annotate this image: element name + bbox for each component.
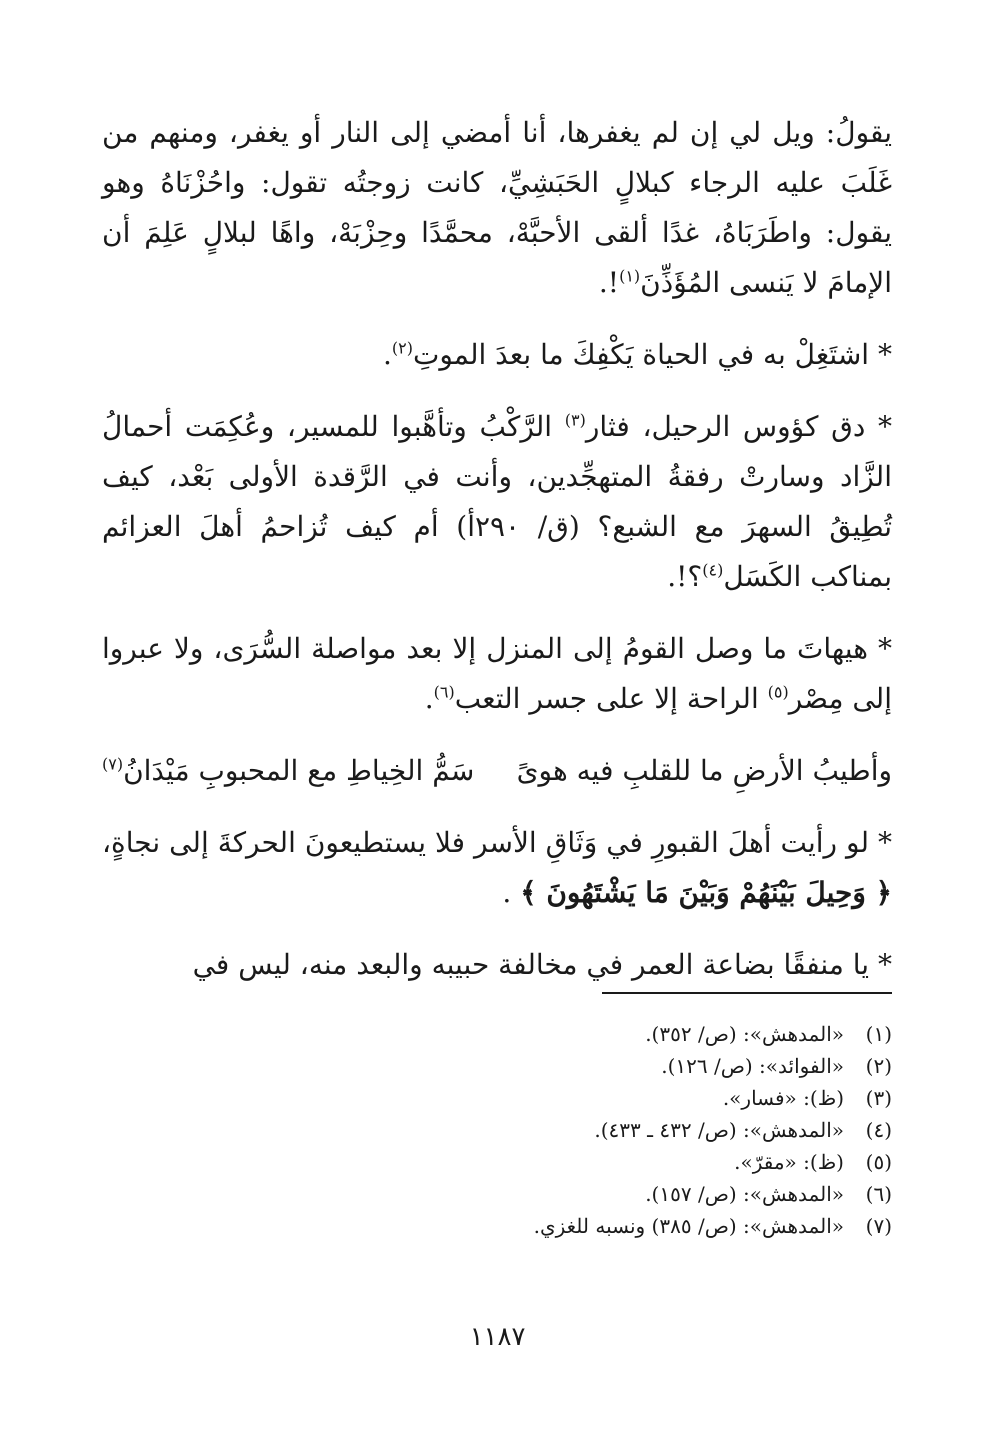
- paragraph-text-continued: الرَّكْبُ وتأهَّبوا للمسير، وعُكِمَت أحمالُ الزَّاد وسارتْ رفقةُ المتهجِّدين، وأنت في الرَّقدة الأولى بَعْد، كيف تُطِيقُ السهرَ مع الشبع؟ (ق/ ٢٩٠أ) أم كيف تُزاحمُ أهلَ العزائم بمناكب الكَسَل: [102, 410, 892, 593]
- footnote-ref-6: (٦): [433, 682, 455, 702]
- paragraph-2: [102, 330, 892, 380]
- footnote-number: (٦): [865, 1182, 892, 1206]
- paragraph-text-continued: الراحة إلا على جسر التعب: [454, 682, 768, 715]
- verse-first-hemistich: وأطيبُ الأرضِ ما للقلبِ فيه هوىً: [516, 754, 892, 787]
- paragraph-end: .: [382, 338, 392, 371]
- footnote-text: «المدهش»: (ص/ ٣٥٢).: [645, 1022, 844, 1046]
- footnote-item: [102, 1178, 892, 1210]
- paragraph-4: [102, 624, 892, 724]
- paragraph-text: * دق كؤوس الرحيل، فثار: [585, 410, 893, 443]
- paragraph-6: [102, 940, 892, 990]
- footnote-item: [102, 1146, 892, 1178]
- paragraph-text: * لو رأيت أهلَ القبورِ في وَثَاقِ الأسر فلا يستطيعونَ الحركةَ إلى نجاةٍ،: [102, 826, 892, 859]
- paragraph-text: * هيهاتَ ما وصل القومُ إلى المنزل إلا بعد مواصلة السُّرَى، ولا عبروا إلى مِصْر: [102, 632, 892, 715]
- footnote-item: [102, 1050, 892, 1082]
- footnote-item: [102, 1082, 892, 1114]
- footnote-text: (ظ): «مقرّ».: [734, 1150, 844, 1174]
- verse-second-hemistich: [102, 746, 474, 796]
- footnote-item: [102, 1018, 892, 1050]
- footnote-item: [102, 1210, 892, 1242]
- footnote-text: (ظ): «فسار».: [722, 1086, 844, 1110]
- footnote-divider: [602, 992, 892, 994]
- paragraph-text: * يا منفقًا بضاعة العمر في مخالفة حبيبه والبعد منه، ليس في: [192, 948, 892, 981]
- quran-quote: ﴿ وَحِيلَ بَيْنَهُمْ وَبَيْنَ مَا يَشْتَهُونَ ﴾: [520, 876, 892, 909]
- footnote-text: «المدهش»: (ص/ ٣٨٥) ونسبه للغزي.: [533, 1214, 844, 1238]
- footnote-ref-2: (٢): [391, 338, 413, 358]
- paragraph-end: ؟!.: [667, 560, 703, 593]
- paragraph-text: * اشتَغِلْ به في الحياة يَكْفِكَ ما بعدَ الموتِ: [412, 338, 892, 371]
- footnotes: [102, 1018, 892, 1242]
- paragraph-text: يقولُ: ويل لي إن لم يغفرها، أنا أمضي إلى النار أو يغفر، ومنهم من غَلَبَ عليه الرجاء كبلالٍ الحَبَشِيِّ، كانت زوجتُه تقول: واحُزْنَاهُ وهو يقول: واطَرَبَاهُ، غدًا ألقى الأحبَّهْ، محمَّدًا وحِزْبَهْ، واهًا لبلالٍ عَلِمَ أن الإمامَ لا يَنسى المُؤَذِّنَ: [102, 116, 892, 299]
- paragraph-3: [102, 402, 892, 602]
- paragraph-5: [102, 818, 892, 918]
- footnote-number: (٧): [865, 1214, 892, 1238]
- page-number: ١١٨٧: [469, 1322, 526, 1352]
- paragraph-1: [102, 108, 892, 308]
- footnote-item: [102, 1114, 892, 1146]
- footnote-number: (٤): [865, 1118, 892, 1142]
- footnote-number: (٢): [865, 1054, 892, 1078]
- footnote-ref-4: (٤): [702, 560, 724, 580]
- footnote-number: (١): [865, 1022, 892, 1046]
- footnote-text: «المدهش»: (ص/ ١٥٧).: [645, 1182, 844, 1206]
- main-text: [102, 108, 892, 1012]
- footnote-text: «الفوائد»: (ص/ ١٢٦).: [661, 1054, 844, 1078]
- paragraph-end: !.: [598, 266, 620, 299]
- footnote-ref-7: (٧): [102, 754, 124, 774]
- verse-second-text: سَمُّ الخِياطِ مع المحبوبِ مَيْدَانُ: [123, 754, 475, 787]
- footnote-text: «المدهش»: (ص/ ٤٣٢ ـ ٤٣٣).: [594, 1118, 844, 1142]
- paragraph-end: .: [424, 682, 434, 715]
- footnote-ref-3: (٣): [564, 410, 586, 430]
- poetry-verse: [102, 746, 892, 796]
- footnote-ref-1: (١): [619, 266, 641, 286]
- footnote-number: (٥): [865, 1150, 892, 1174]
- footnote-ref-5: (٥): [767, 682, 789, 702]
- paragraph-end: .: [502, 876, 521, 909]
- footnote-number: (٣): [865, 1086, 892, 1110]
